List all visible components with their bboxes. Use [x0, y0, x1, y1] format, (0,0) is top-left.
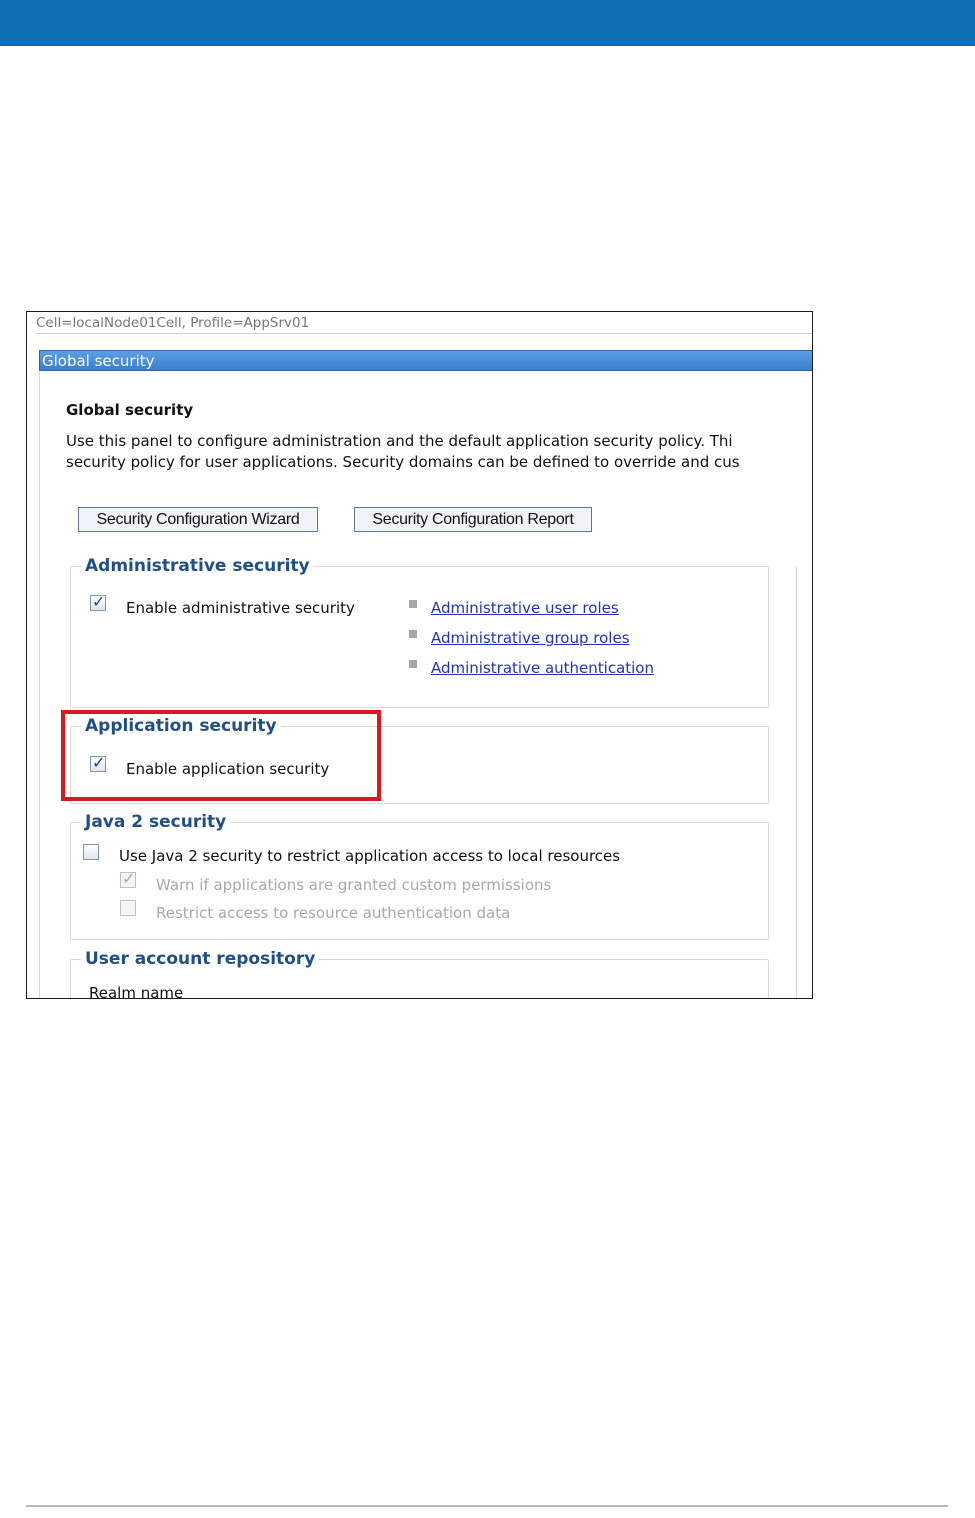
administrative-security-title: Administrative security — [85, 556, 310, 576]
panel-left-border — [39, 372, 40, 999]
java2-security-label: Use Java 2 security to restrict application access to local resources — [119, 847, 621, 865]
administrative-security-group — [70, 556, 769, 708]
footer-divider — [26, 1505, 948, 1507]
breadcrumb-divider — [36, 333, 813, 334]
administrative-group-roles-link[interactable]: Administrative group roles — [431, 629, 630, 647]
realm-name-label: Realm name — [89, 984, 184, 999]
warn-custom-permissions-label: Warn if applications are granted custom permissions — [156, 876, 552, 894]
administrative-authentication-link[interactable]: Administrative authentication — [431, 659, 654, 677]
panel-right-border — [796, 567, 797, 999]
panel-description — [66, 431, 740, 473]
bullet-icon — [409, 660, 417, 668]
administrative-user-roles-link[interactable]: Administrative user roles — [431, 599, 619, 617]
bullet-icon — [409, 600, 417, 608]
enable-application-security-label: Enable application security — [126, 760, 330, 778]
highlight-box — [61, 710, 381, 801]
enable-administrative-security-checkbox[interactable] — [90, 595, 106, 611]
restrict-resource-auth-label: Restrict access to resource authentication data — [156, 904, 511, 922]
security-configuration-report-button[interactable]: Security Configuration Report — [354, 507, 592, 532]
breadcrumb: Cell=localNode01Cell, Profile=AppSrv01 — [36, 315, 310, 331]
bullet-icon — [409, 630, 417, 638]
enable-administrative-security-label: Enable administrative security — [126, 599, 355, 617]
user-account-repository-title: User account repository — [85, 949, 316, 969]
java2-security-title: Java 2 security — [85, 812, 227, 832]
page-title: Global security — [66, 401, 194, 419]
description-line-1: Use this panel to configure administration and the default application security policy. Thi — [66, 432, 733, 450]
security-configuration-wizard-button[interactable]: Security Configuration Wizard — [78, 507, 318, 532]
application-security-title: Application security — [85, 716, 277, 736]
panel-titlebar: Global security — [39, 350, 813, 371]
admin-console-screenshot — [26, 311, 813, 999]
warn-custom-permissions-checkbox[interactable] — [120, 872, 136, 888]
description-line-2: security policy for user applications. Security domains can be defined to override and cus — [66, 453, 740, 471]
java2-security-checkbox[interactable] — [83, 844, 99, 860]
document-header-bar — [0, 0, 975, 46]
restrict-resource-auth-checkbox[interactable] — [120, 900, 136, 916]
